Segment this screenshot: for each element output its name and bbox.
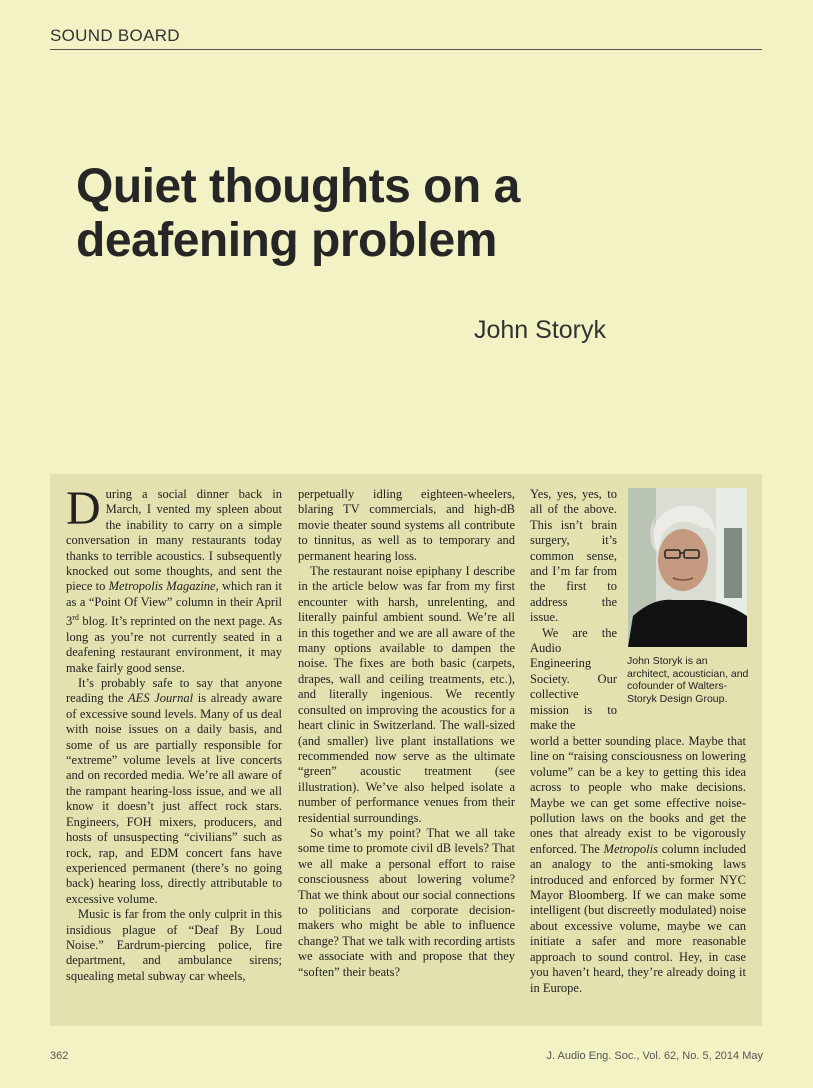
header-rule	[50, 49, 762, 50]
drop-cap: D	[66, 482, 101, 535]
column-1	[66, 482, 282, 984]
author-byline: John Storyk	[473, 316, 606, 344]
author-photo	[628, 488, 747, 647]
photo-caption: John Storyk is an architect, acoustician, and cofounder of Walters-Storyk Design Group.	[627, 655, 749, 705]
paragraph: The restaurant noise epiphany I describe in the article below was far from my first encounter with harsh, unrelenting, and literally painful ambient sound. We’re all in this together and we are all aware of the many options available to dampen the noise. The fixes are both basic (carpets, drapes, wall and ceiling treatments, etc.), and literally ingenious. We recently consulted on improving the acoustics for a heart clinic in Switzerland. The wall-sized (and smaller) live plant installations we recommended now serve as the ultimate “green” acoustic treatment (see illustration). We’ve also helped isolate a number of performance venues from their residential surroundings.	[298, 564, 515, 825]
journal-citation: J. Audio Eng. Soc., Vol. 62, No. 5, 2014 May	[546, 1050, 763, 1062]
paragraph: It’s probably safe to say that anyone reading the AES Journal is already aware of excessive sound levels. Many of us deal with noise issues on a daily basis, and some of us are partially responsible for “extreme” volume levels at live concerts and on recorded media. We’re all aware of the rampant hearing-loss issue, and we all know it doesn’t just affect rock stars. Engineers, FOH mixers, producers, and hosts of unsuspecting “civilians” such as rock, rap, and EDM concert fans have experienced permanent (there’s no going back) hearing loss, directly attributable to excessive volume.	[66, 676, 282, 906]
column-2	[298, 487, 515, 980]
author-portrait-image	[628, 488, 747, 647]
column-3-narrow	[530, 487, 617, 734]
paragraph: So what’s my point? That we all take some time to promote civil dB levels? That we all make a personal effort to raise consciousness about lowering volume? That we think about our social connections to politicians and corporate decision-makers who might be able to influence change? That we talk with recording artists we associate with and propose that they “soften” their beats?	[298, 825, 515, 979]
paragraph: During a social dinner back in March, I vented my spleen about the inability to carry on a simple conversation in many restaurants today thanks to terrible acoustics. I subsequently knocked out some thoughts, and sent the piece to Metropolis Magazine, which ran it as a “Point Of View” column in their April 3rd blog. It’s reprinted on the next page. As long as you’re not currently seated in a deafening restaurant environment, it may make fairly good sense.	[66, 482, 282, 675]
paragraph: perpetually idling eighteen-wheelers, blaring TV commercials, and high-dB movie theater sound systems all contribute to tinnitus, as well as to temporary and permanent hearing loss.	[298, 487, 515, 563]
column-3-wide	[530, 734, 746, 996]
page-number: 362	[50, 1050, 69, 1062]
paragraph: world a better sounding place. Maybe that line on “raising consciousness on lowering volume” can be a key to getting this idea across to people who make decisions. Maybe we can get some effective noise-pollution laws on the books and get the ones that already exist to be vigorously enforced. The Metropolis column included an analogy to the anti-smoking laws introduced and enforced by former NYC Mayor Bloomberg. If we can make some intelligent (but discreetly modulated) noise about excessive volume, maybe we can initiate a safer and more reasonable approach to sound control. Hey, in case you haven’t heard, they’re already doing it in Europe.	[530, 734, 746, 995]
section-label: SOUND BOARD	[50, 26, 180, 45]
paragraph: Music is far from the only culprit in this insidious plague of “Deaf By Loud Noise.” Eardrum-piercing police, fire department, and ambulance sirens; squealing metal subway car wheels,	[66, 907, 282, 983]
paragraph: We are the Audio Engineering Society. Our collective mission is to make the	[530, 625, 617, 733]
article-title: Quiet thoughts on a deafening problem	[76, 160, 520, 267]
paragraph: Yes, yes, yes, to all of the above. This isn’t brain surgery, it’s common sense, and I’m far from the first to address the issue.	[530, 487, 617, 625]
